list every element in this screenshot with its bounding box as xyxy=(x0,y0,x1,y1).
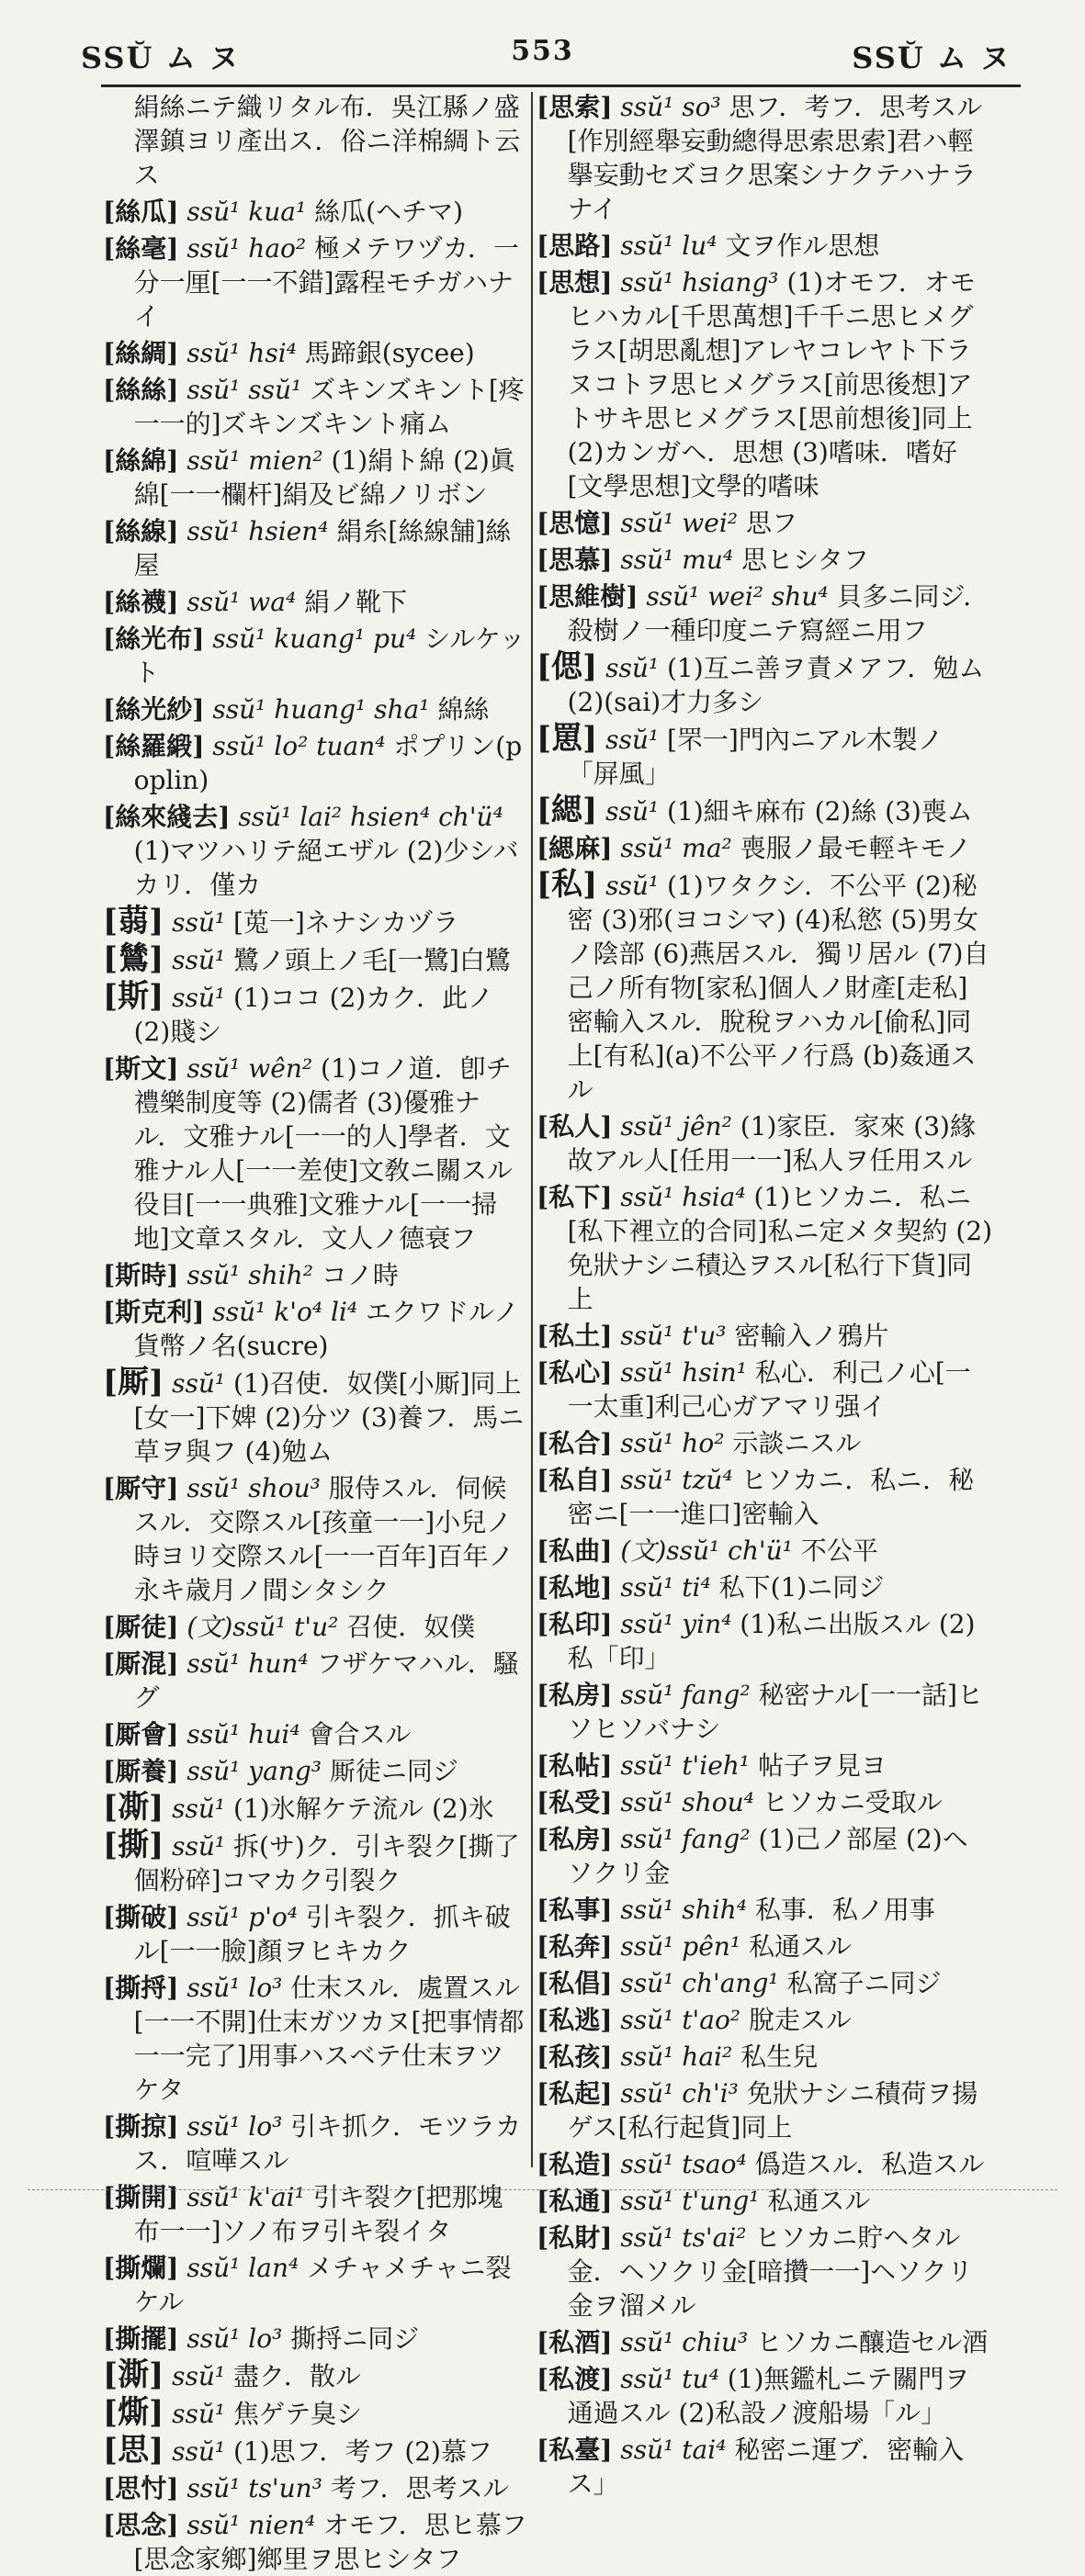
dictionary-entry xyxy=(537,1893,992,1927)
entry-headword: [絲襪] xyxy=(103,587,179,617)
entry-definition: 引キ裂ク．抓キ破ル[一一臉]顏ヲヒキカク xyxy=(133,1902,511,1966)
entry-definition: 私生兒 xyxy=(740,2042,819,2072)
page-bottom-edge xyxy=(28,2189,1057,2190)
entry-headword: [絲來綫去] xyxy=(103,802,231,832)
entry-romanization: ssŭ¹ ti⁴ xyxy=(620,1572,711,1603)
entry-headword: [私起] xyxy=(537,2078,613,2109)
running-head-right: SSŬ ム ヌ xyxy=(852,40,1012,75)
entry-definition: 極メテワヅカ．一分一厘[一一不錯]露程モチガハナイ xyxy=(133,233,519,332)
dictionary-entry xyxy=(103,1647,527,1715)
entry-definition: (1)召使．奴僕[小厮]同上[女一]下婢 (2)分ツ (3)養フ．馬ニ草ヲ與フ (4)勉ム xyxy=(133,1368,525,1467)
entry-romanization: ssŭ¹ p'o⁴ xyxy=(186,1902,299,1932)
entry-romanization: ssŭ¹ lo³ xyxy=(186,1973,283,2003)
entry-romanization: ssŭ¹ jên² xyxy=(620,1111,732,1142)
entry-headword: [撕掠] xyxy=(103,2111,179,2142)
entry-headword: [罳] xyxy=(537,720,598,757)
entry-definition: 服侍スル．伺候スル．交際スル[孩童一一]小兒ノ時ヨリ交際スル[一一百年]百年ノ永キ歳月ノ間シタシク xyxy=(133,1473,514,1605)
dictionary-entry xyxy=(537,579,992,647)
running-head-left: SSŬ ム ヌ xyxy=(81,40,241,75)
entry-headword: [私印] xyxy=(537,1609,613,1639)
entry-headword: [思路] xyxy=(537,231,613,261)
entry-romanization: ssŭ¹ hsi⁴ xyxy=(186,338,297,368)
dictionary-entry xyxy=(537,2221,992,2323)
dictionary-entry xyxy=(103,444,527,512)
entry-definition: 絹絲ニテ織リタル布．吳江縣ノ盛澤鎮ヨリ產出ス．俗ニ洋棉綢ト云ス xyxy=(133,92,521,190)
entry-romanization: ssŭ¹ hsiang³ xyxy=(620,267,779,298)
entry-romanization: ssŭ¹ wei² xyxy=(620,508,739,538)
entry-romanization: ssŭ¹ pên¹ xyxy=(620,1931,741,1962)
entry-romanization: ssŭ¹ xyxy=(172,1831,226,1862)
entry-romanization: ssŭ¹ xyxy=(605,871,660,901)
entry-definition: (1)氷解ケテ流ル (2)氷 xyxy=(233,1794,494,1824)
entry-romanization: ssŭ¹ hai² xyxy=(620,2042,733,2072)
dictionary-entry xyxy=(103,942,527,977)
dictionary-entry xyxy=(537,2040,992,2074)
dictionary-entry xyxy=(537,1570,992,1604)
entry-headword: [蒻] xyxy=(103,903,164,939)
entry-headword: [撕擺] xyxy=(103,2323,179,2354)
entry-romanization: ssŭ¹ hsia⁴ xyxy=(620,1182,746,1212)
dictionary-entry xyxy=(103,585,527,619)
dictionary-entry xyxy=(103,1971,527,2107)
dictionary-entry xyxy=(103,2358,527,2393)
entry-romanization: ssŭ¹ shou⁴ xyxy=(620,1787,754,1817)
dictionary-entry xyxy=(537,506,992,540)
dictionary-entry xyxy=(537,1319,992,1353)
entry-headword: [私帖] xyxy=(537,1750,613,1781)
entry-romanization: ssŭ¹ wei² shu⁴ xyxy=(646,581,829,612)
entry-definition: (1)家臣．家來 (3)緣故アル人[任用一一]私人ヲ任用スル xyxy=(567,1111,976,1176)
entry-headword: [撕開] xyxy=(103,2182,179,2212)
entry-definition: [罘一]門內ニアル木製ノ「屏風」 xyxy=(567,725,944,789)
entry-headword: [私事] xyxy=(537,1895,613,1925)
entry-headword: [思索] xyxy=(537,92,613,122)
dictionary-entry xyxy=(537,793,992,828)
dictionary-entry xyxy=(103,2434,527,2469)
entry-romanization: ssŭ¹ tu⁴ xyxy=(620,2364,719,2394)
entry-definition: (1)無鑑札ニテ關門ヲ通過スル (2)私設ノ渡船場「ル」 xyxy=(567,2364,970,2428)
entry-headword: [緦] xyxy=(537,792,598,828)
entry-definition: 絲瓜(ヘチマ) xyxy=(314,197,463,227)
dictionary-entry xyxy=(537,265,992,503)
entry-headword: [私人] xyxy=(537,1111,613,1142)
entry-headword: [思想] xyxy=(537,267,613,298)
dictionary-entry xyxy=(103,2396,527,2431)
page-header xyxy=(55,28,1030,83)
entry-romanization: ssŭ¹ hsin¹ xyxy=(620,1357,747,1388)
entry-headword: [撕捋] xyxy=(103,1973,179,2003)
entry-definition: 綿絲 xyxy=(437,694,490,725)
entry-definition: 思フ xyxy=(745,508,797,538)
entry-definition: 秘密ニ運ブ．密輸入ス」 xyxy=(567,2435,965,2499)
entry-definition: 僞造スル．私造スル xyxy=(754,2149,985,2179)
entry-romanization: ssŭ¹ hun⁴ xyxy=(186,1648,309,1679)
entry-headword: [絲光布] xyxy=(103,624,205,654)
dictionary-entry xyxy=(103,1754,527,1788)
entry-definition: (1)コノ道．卽チ禮樂制度等 (2)儒者 (3)優雅ナル．文雅ナル[一一的人]學者．文雅ナル人[一一差使]文敎ニ關スル役目[一一典雅]文雅ナル[一一掃地]文章スタル．文人ノ德衰フ xyxy=(133,1053,514,1254)
entry-headword: [私合] xyxy=(537,1428,613,1458)
entry-headword: [絲綿] xyxy=(103,445,179,476)
entry-headword: [私房] xyxy=(537,1680,613,1710)
dictionary-entry xyxy=(103,1791,527,1826)
dictionary-entry xyxy=(103,1610,527,1644)
entry-definition: 文ヲ作ル思想 xyxy=(725,231,880,261)
dictionary-entry xyxy=(103,1828,527,1897)
entry-headword: [絲羅緞] xyxy=(103,731,205,761)
entry-romanization: ssŭ¹ shou³ xyxy=(186,1473,321,1503)
dictionary-entry xyxy=(537,831,992,865)
entry-headword: [澌] xyxy=(103,2357,164,2393)
entry-definition: (1)ココ (2)カク．此ノ (2)賤シ xyxy=(133,983,494,1047)
dictionary-entry xyxy=(103,1900,527,1968)
entry-headword: [絲綢] xyxy=(103,338,179,368)
dictionary-entry xyxy=(103,1295,527,1363)
entry-headword: [私財] xyxy=(537,2222,613,2253)
entry-definition: ヒソカニ受取ル xyxy=(762,1787,943,1817)
entry-definition: 鷺ノ頭上ノ毛[一鷺]白鷺 xyxy=(233,945,511,975)
entry-definition: メチャメチャニ裂ケル xyxy=(133,2253,512,2317)
entry-romanization: ssŭ¹ kua¹ xyxy=(186,197,307,227)
dictionary-entry xyxy=(103,692,527,726)
entry-headword: [厮養] xyxy=(103,1756,179,1786)
entry-definition: (1)互ニ善ヲ責メアフ．勉ム (2)(sai)才力多シ xyxy=(567,653,985,717)
entry-headword: [私酒] xyxy=(537,2327,613,2357)
entry-romanization: ssŭ¹ xyxy=(172,907,226,938)
entry-romanization: ssŭ¹ ts'ai² xyxy=(620,2222,747,2253)
entry-romanization: ssŭ¹ lu⁴ xyxy=(620,231,718,261)
entry-definition: 密輸入ノ鴉片 xyxy=(734,1321,889,1351)
entry-romanization: ssŭ¹ mien² xyxy=(186,445,323,476)
header-rule xyxy=(101,84,1021,87)
dictionary-entry xyxy=(537,1463,992,1531)
dictionary-entry xyxy=(537,1109,992,1177)
entry-headword: [思] xyxy=(103,2432,164,2469)
entry-romanization: ssŭ¹ shih² xyxy=(186,1260,313,1290)
dictionary-entry xyxy=(537,1607,992,1675)
entry-definition: 私下(1)ニ同ジ xyxy=(718,1572,885,1603)
dictionary-entry xyxy=(537,1785,992,1819)
entry-definition: (1)絹ト綿 (2)眞綿[一一欄杆]絹及ビ綿ノリボン xyxy=(133,445,515,510)
entry-headword: [撕] xyxy=(103,1827,164,1863)
entry-headword: [私] xyxy=(537,866,598,903)
entry-definition: 思フ．考フ．思考スル[作別經舉妄動總得思索思索]君ハ輕擧妄動セズヨク思案シナクテハナラナイ xyxy=(567,92,983,224)
entry-definition: 盡ク．散ル xyxy=(233,2361,361,2391)
entry-definition: ヒソカニ釀造セル酒 xyxy=(756,2327,989,2357)
entry-headword: [私心] xyxy=(537,1357,613,1388)
entry-romanization: ssŭ¹ lo³ xyxy=(186,2323,283,2354)
entry-definition: エクワドルノ貨幣ノ名(sucre) xyxy=(133,1297,519,1361)
entry-definition: (1)細キ麻布 (2)絲 (3)喪ム xyxy=(667,796,973,827)
entry-definition: 免狀ナシニ積荷ヲ揚ゲス[私行起貨]同上 xyxy=(567,2078,978,2143)
entry-headword: [思憶] xyxy=(537,508,613,538)
entry-headword: [鷥] xyxy=(103,940,164,977)
entry-definition: コノ時 xyxy=(321,1260,399,1290)
entry-headword: [私渡] xyxy=(537,2364,613,2394)
entry-definition: 脫走スル xyxy=(748,2005,852,2035)
entry-definition: (1)ヒソカニ．私ニ[私下裡立的合同]私ニ定メタ契約 (2)免狀ナシニ積込ヲスル[私行下貨]同上 xyxy=(567,1182,993,1314)
entry-romanization: ssŭ¹ yang³ xyxy=(186,1756,322,1786)
entry-romanization: ssŭ¹ ch'ang¹ xyxy=(620,1968,779,1998)
entry-headword: [私地] xyxy=(537,1572,613,1603)
entry-definition: ポプリン(poplin) xyxy=(133,731,523,795)
entry-definition: オモフ．思ヒ慕フ[思念家鄉]鄉里ヲ思ヒシタフ xyxy=(133,2510,527,2574)
entry-definition: 秘密ナル[一一話]ヒソヒソバナシ xyxy=(567,1680,983,1744)
entry-romanization: ssŭ¹ tsao⁴ xyxy=(620,2149,747,2179)
entry-romanization: ssŭ¹ xyxy=(605,796,660,827)
column-divider xyxy=(531,92,533,2167)
entry-headword: [私土] xyxy=(537,1321,613,1351)
entry-headword: [凘] xyxy=(103,1789,164,1826)
entry-headword: [私通] xyxy=(537,2186,613,2216)
entry-romanization: ssŭ¹ t'ao² xyxy=(620,2005,741,2035)
entry-headword: [思忖] xyxy=(103,2473,179,2503)
entry-romanization: ssŭ¹ xyxy=(172,983,226,1013)
dictionary-entry xyxy=(537,722,992,791)
entry-definition: 厮徒ニ同ジ xyxy=(329,1756,458,1786)
dictionary-entry xyxy=(103,1366,527,1468)
dictionary-entry xyxy=(103,514,527,582)
entry-romanization: ssŭ¹ yin⁴ xyxy=(620,1609,732,1639)
dictionary-entry xyxy=(537,650,992,719)
entry-definition: (1)ワタクシ．不公平 (2)秘密 (3)邪(ヨコシマ) (4)私慾 (5)男女ノ陰部 (6)燕居スル．獨リ居ル (7)自己ノ所有物[家私]個人ノ財產[走私]密輸入スル．脫稅ヲハカル[偷私]同上[有私](a)不公平ノ行爲 (b)姦通スル xyxy=(567,871,989,1105)
entry-headword: [私下] xyxy=(537,1182,613,1212)
dictionary-entry xyxy=(103,373,527,441)
entry-romanization: ssŭ¹ mu⁴ xyxy=(620,545,734,575)
entry-romanization: ssŭ¹ ma² xyxy=(620,833,732,863)
dictionary-entry xyxy=(103,2180,527,2248)
entry-romanization: ssŭ¹ lo³ xyxy=(186,2111,283,2142)
entry-romanization: ssŭ¹ xyxy=(172,1368,226,1399)
entry-definition: 馬蹄銀(sycee) xyxy=(304,338,475,368)
entry-headword: [思念] xyxy=(103,2510,179,2540)
entry-definition: 私事．私ノ用事 xyxy=(754,1895,935,1925)
entry-romanization: ssŭ¹ shih⁴ xyxy=(620,1895,747,1925)
entry-romanization: ssŭ¹ hui⁴ xyxy=(186,1719,300,1749)
entry-headword: [私奔] xyxy=(537,1931,613,1962)
entry-headword: [厮守] xyxy=(103,1473,179,1503)
dictionary-entry xyxy=(103,800,527,902)
entry-romanization: ssŭ¹ lai² hsien⁴ ch'ü⁴ xyxy=(238,802,503,832)
dictionary-entry xyxy=(537,2147,992,2181)
dictionary-entry xyxy=(537,2325,992,2359)
entry-headword: [絲光紗] xyxy=(103,694,205,725)
dictionary-entry xyxy=(537,2003,992,2037)
dictionary-entry xyxy=(103,1717,527,1751)
dictionary-entry xyxy=(537,1929,992,1963)
entry-definition: (1)オモフ．オモヒハカル[千思萬想]千千ニ思ヒメグラス[胡思亂想]アレヤコレヤト下ラヌコトヲ思ヒメグラス[前思後想]アトサキ思ヒメグラス[思前想後]同上 (2)カンガヘ．思想 (3)嗜味．嗜好[文學思想]文學的嗜味 xyxy=(567,267,976,501)
dictionary-entry xyxy=(103,622,527,690)
entry-headword: [思慕] xyxy=(537,545,613,575)
entry-headword: [斯文] xyxy=(103,1053,179,1084)
entry-headword: [絲絲] xyxy=(103,375,179,405)
dictionary-entry xyxy=(537,2362,992,2430)
entry-definition: 私窩子ニ同ジ xyxy=(786,1968,942,1998)
entry-definition: [莵一]ネナシカヅラ xyxy=(233,907,459,938)
entry-romanization: ssŭ¹ xyxy=(172,1794,226,1824)
entry-definition: (1)己ノ部屋 (2)ヘソクリ金 xyxy=(567,1824,968,1888)
dictionary-entry xyxy=(537,868,992,1107)
dictionary-entry xyxy=(103,195,527,229)
left-column xyxy=(103,90,527,2574)
entry-headword: [撕爛] xyxy=(103,2253,179,2283)
entry-headword: [厮] xyxy=(103,1364,164,1400)
entry-romanization: ssŭ¹ nien⁴ xyxy=(186,2510,316,2540)
entry-romanization: ssŭ¹ xyxy=(605,725,660,755)
entry-definition: 示談ニスル xyxy=(732,1428,862,1458)
entry-headword: [斯] xyxy=(103,978,164,1015)
dictionary-entry xyxy=(103,729,527,797)
entry-headword: [斯克利] xyxy=(103,1297,205,1327)
entry-definition: 帖子ヲ見ヨ xyxy=(757,1750,887,1781)
dictionary-entry xyxy=(537,1822,992,1890)
dictionary-entry xyxy=(103,1258,527,1292)
dictionary-entry xyxy=(537,1426,992,1460)
entry-definition: フザケマハル．騷グ xyxy=(133,1648,519,1713)
entry-romanization: ssŭ¹ lo² tuan⁴ xyxy=(212,731,386,761)
dictionary-entry xyxy=(537,1678,992,1746)
dictionary-entry xyxy=(537,1749,992,1783)
entry-romanization: ssŭ¹ kuang¹ pu⁴ xyxy=(212,624,417,654)
entry-headword: [緦麻] xyxy=(537,833,613,863)
entry-definition: シルケット xyxy=(133,624,526,688)
dictionary-entry xyxy=(537,1966,992,2000)
entry-definition: 私通スル xyxy=(767,2186,871,2216)
entry-romanization: ssŭ¹ k'ai¹ xyxy=(186,2182,305,2212)
dictionary-entry xyxy=(103,90,527,192)
entry-romanization: ssŭ¹ hao² xyxy=(186,233,307,264)
entry-romanization: ssŭ¹ tzŭ⁴ xyxy=(620,1465,733,1495)
dictionary-entry xyxy=(103,336,527,370)
entry-headword: [絲線] xyxy=(103,516,179,546)
entry-definition: 拆(サ)ク．引キ裂ク[撕了個粉碎]コマカク引裂ク xyxy=(133,1831,520,1895)
dictionary-entry xyxy=(103,2508,527,2576)
entry-headword: [斯時] xyxy=(103,1260,179,1290)
entry-romanization: ssŭ¹ t'ung¹ xyxy=(620,2186,760,2216)
dictionary-entry xyxy=(103,2471,527,2505)
dictionary-entry xyxy=(537,1180,992,1316)
entry-definition: 仕末スル．處置スル[一一不開]仕末ガツカヌ[把事情都一一完了]用事ハスベテ仕末ヲツケタ xyxy=(133,1973,525,2105)
entry-headword: [厮會] xyxy=(103,1719,179,1749)
entry-definition: (1)マツハリテ絕エザル (2)少シバカリ．僅カ xyxy=(133,836,519,900)
entry-romanization: ssŭ¹ wa⁴ xyxy=(186,587,297,617)
entry-definition: 貝多ニ同ジ．殺樹ノ一種印度ニテ寫經ニ用フ xyxy=(567,581,989,646)
entry-definition: 召使．奴僕 xyxy=(346,1612,476,1642)
entry-romanization: ssŭ¹ fang² xyxy=(620,1680,751,1710)
entry-romanization: ssŭ¹ lan⁴ xyxy=(186,2253,300,2283)
entry-headword: [偲] xyxy=(537,648,598,685)
dictionary-entry xyxy=(537,2433,992,2501)
entry-romanization: ssŭ¹ tai⁴ xyxy=(620,2435,727,2465)
entry-definition: 引キ抓ク．モツラカス．喧嘩スル xyxy=(133,2111,522,2176)
entry-headword: [私孩] xyxy=(537,2042,613,2072)
entry-romanization: ssŭ¹ huang¹ sha¹ xyxy=(212,694,430,725)
dictionary-entry xyxy=(103,2109,527,2177)
entry-definition: 私心．利己ノ心[一一太重]利己心ガアマリ强イ xyxy=(567,1357,971,1422)
entry-romanization: ssŭ¹ wên² xyxy=(186,1053,313,1084)
dictionary-entry xyxy=(537,229,992,263)
entry-headword: [私逃] xyxy=(537,2005,613,2035)
dictionary-entry xyxy=(103,1471,527,1607)
entry-romanization: ssŭ¹ ho² xyxy=(620,1428,725,1458)
entry-definition: (1)思フ．考フ (2)慕フ xyxy=(233,2436,492,2467)
entry-romanization: ssŭ¹ ch'i³ xyxy=(620,2078,739,2109)
entry-romanization: ssŭ¹ k'o⁴ li⁴ xyxy=(212,1297,358,1327)
entry-romanization: ssŭ¹ t'u³ xyxy=(620,1321,727,1351)
entry-romanization: ssŭ¹ ssŭ¹ xyxy=(186,375,302,405)
entry-definition: ヒソカニ．私ニ．秘密ニ[一一進口]密輸入 xyxy=(567,1465,975,1529)
entry-definition: 思ヒシタフ xyxy=(741,545,869,575)
dictionary-entry xyxy=(537,90,992,226)
entry-headword: [私臺] xyxy=(537,2435,613,2465)
entry-definition: 喪服ノ最モ輕キモノ xyxy=(740,833,972,863)
entry-definition: 會合スル xyxy=(308,1719,412,1749)
dictionary-entry xyxy=(103,2322,527,2356)
entry-romanization: ssŭ¹ xyxy=(172,2436,226,2467)
entry-definition: 引キ裂ク[把那塊布一一]ソノ布ヲ引キ裂イタ xyxy=(133,2182,503,2246)
entry-headword: [撕破] xyxy=(103,1902,179,1932)
dictionary-entry xyxy=(103,2251,527,2319)
dictionary-entry xyxy=(537,1355,992,1423)
entry-headword: [私自] xyxy=(537,1465,613,1495)
dictionary-entry xyxy=(537,1534,992,1568)
dictionary-entry xyxy=(103,980,527,1049)
entry-headword: [厮混] xyxy=(103,1648,179,1679)
entry-headword: [絲毫] xyxy=(103,233,179,264)
entry-romanization: ssŭ¹ ts'un³ xyxy=(186,2473,322,2503)
entry-headword: [私造] xyxy=(537,2149,613,2179)
dictionary-entry xyxy=(537,543,992,577)
entry-headword: [厮徒] xyxy=(103,1612,179,1642)
dictionary-entry xyxy=(537,2076,992,2144)
entry-headword: [私受] xyxy=(537,1787,613,1817)
entry-headword: [私曲] xyxy=(537,1535,613,1566)
entry-definition: (1)私ニ出版スル (2)私「印」 xyxy=(567,1609,976,1673)
entry-romanization: ssŭ¹ fang² xyxy=(620,1824,751,1854)
entry-romanization: ssŭ¹ t'ieh¹ xyxy=(620,1750,751,1781)
entry-romanization: ssŭ¹ xyxy=(172,945,226,975)
entry-romanization: ssŭ¹ hsien⁴ xyxy=(186,516,329,546)
entry-headword: [私房] xyxy=(537,1824,613,1854)
page-number: 553 xyxy=(511,35,574,67)
dictionary-entry xyxy=(103,1052,527,1255)
dictionary-entry xyxy=(103,231,527,333)
entry-romanization: (文)ssŭ¹ t'u² xyxy=(186,1612,339,1642)
dictionary-entry xyxy=(103,905,527,939)
entry-headword: [思維樹] xyxy=(537,581,639,612)
entry-definition: 絹ノ靴下 xyxy=(304,587,408,617)
entry-romanization: ssŭ¹ so³ xyxy=(620,92,721,122)
entry-definition: 撕捋ニ同ジ xyxy=(290,2323,420,2354)
entry-headword: [私倡] xyxy=(537,1968,613,1998)
entry-romanization: (文)ssŭ¹ ch'ü¹ xyxy=(620,1535,793,1566)
entry-definition: 不公平 xyxy=(800,1535,878,1566)
entry-definition: ヒソカニ貯ヘタル金．ヘソクリ金[暗攢一一]ヘソクリ金ヲ溜メル xyxy=(567,2222,973,2321)
entry-romanization: ssŭ¹ xyxy=(605,653,660,683)
entry-romanization: ssŭ¹ xyxy=(172,2361,226,2391)
entry-romanization: ssŭ¹ chiu³ xyxy=(620,2327,749,2357)
entry-headword: [燍] xyxy=(103,2394,164,2431)
entry-definition: 絹糸[絲線舗]絲屋 xyxy=(133,516,512,580)
entry-headword: [絲瓜] xyxy=(103,197,179,227)
entry-definition: ズキンズキント[疼一一的]ズキンズキント痛ム xyxy=(133,375,525,439)
entry-definition: 焦ゲテ臭シ xyxy=(233,2399,363,2429)
entry-definition: 考フ．思考スル xyxy=(330,2473,509,2503)
entry-romanization: ssŭ¹ xyxy=(172,2399,226,2429)
entry-definition: 私通スル xyxy=(748,1931,852,1962)
right-column xyxy=(537,90,993,2499)
